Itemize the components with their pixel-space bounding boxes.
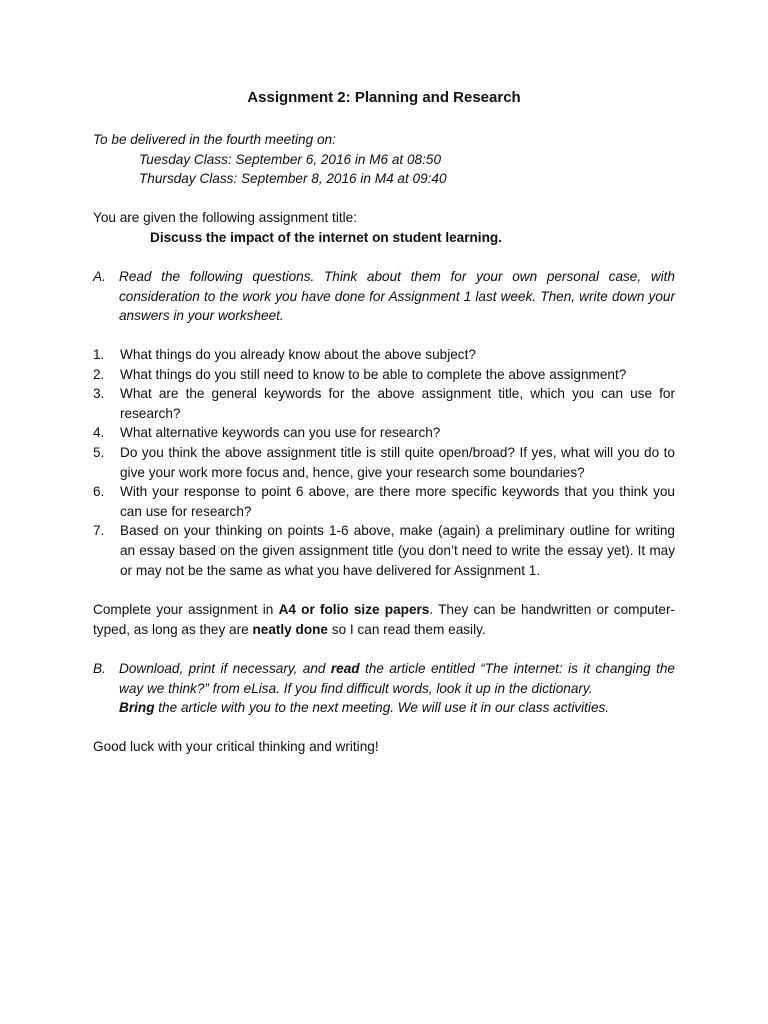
list-item: 7. Based on your thinking on points 1-6 above, make (again) a preliminary outline for writing an essay based on the given assignment title (you don’t need to write the essay yet). It may or may not be the same as what you have delivered for Assignment 1. bbox=[93, 523, 675, 578]
list-item: 3. What are the general keywords for the above assignment title, which you can use for research? bbox=[93, 386, 675, 421]
closing-line: Good luck with your critical thinking and writing! bbox=[93, 739, 379, 754]
neatly-done-emphasis: neatly done bbox=[252, 621, 328, 637]
section-a bbox=[93, 267, 675, 326]
paper-size-emphasis: A4 or folio size papers bbox=[278, 602, 430, 617]
delivery-tuesday: Tuesday Class: September 6, 2016 in M6 at 08:50 bbox=[139, 151, 442, 167]
complete-paragraph: Complete your assignment in A4 or folio size papers. They can be handwritten or computer-typed, as long as they are neatly done so I can read them easily. bbox=[93, 602, 676, 637]
list-item: 6. With your response to point 6 above, are there more specific keywords that you think you can use for research? bbox=[93, 484, 675, 519]
list-item: 1. What things do you already know about the above subject? bbox=[93, 347, 476, 362]
bring-emphasis: Bring bbox=[119, 700, 155, 716]
section-b-text: Download, print if necessary, and read the article entitled “The internet: is it changing the way we think?” from eLisa. If you find difficult words, look it up in the dictionary. Bring the article with you to the next meeting. We will use it in our class activities. bbox=[119, 661, 675, 716]
assignment-block bbox=[93, 208, 675, 247]
section-a-text: Read the following questions. Think about them for your own personal case, with consideration to the work you have done for Assignment 1 last week. Then, write down your answers in your worksheet. bbox=[119, 269, 675, 324]
section-a-letter: A. bbox=[93, 269, 106, 284]
delivery-block bbox=[93, 130, 675, 189]
section-b bbox=[93, 659, 675, 718]
list-item: 2. What things do you still need to know to be able to complete the above assignment? bbox=[93, 366, 627, 382]
list-item: 4. What alternative keywords can you use for research? bbox=[93, 425, 441, 441]
assignment-intro: You are given the following assignment title: bbox=[93, 210, 357, 225]
page-title: Assignment 2: Planning and Research bbox=[247, 89, 521, 106]
question-list bbox=[93, 345, 675, 580]
assignment-title: Discuss the impact of the internet on student learning. bbox=[150, 229, 502, 245]
delivery-thursday: Thursday Class: September 8, 2016 in M4 at 09:40 bbox=[139, 171, 447, 187]
section-b-letter: B. bbox=[93, 661, 106, 676]
list-item: 5. Do you think the above assignment title is still quite open/broad? If yes, what will you do to give your work more focus and, hence, give your research some boundaries? bbox=[93, 444, 675, 480]
delivery-intro: To be delivered in the fourth meeting on: bbox=[93, 132, 336, 147]
read-emphasis: read bbox=[330, 661, 360, 676]
